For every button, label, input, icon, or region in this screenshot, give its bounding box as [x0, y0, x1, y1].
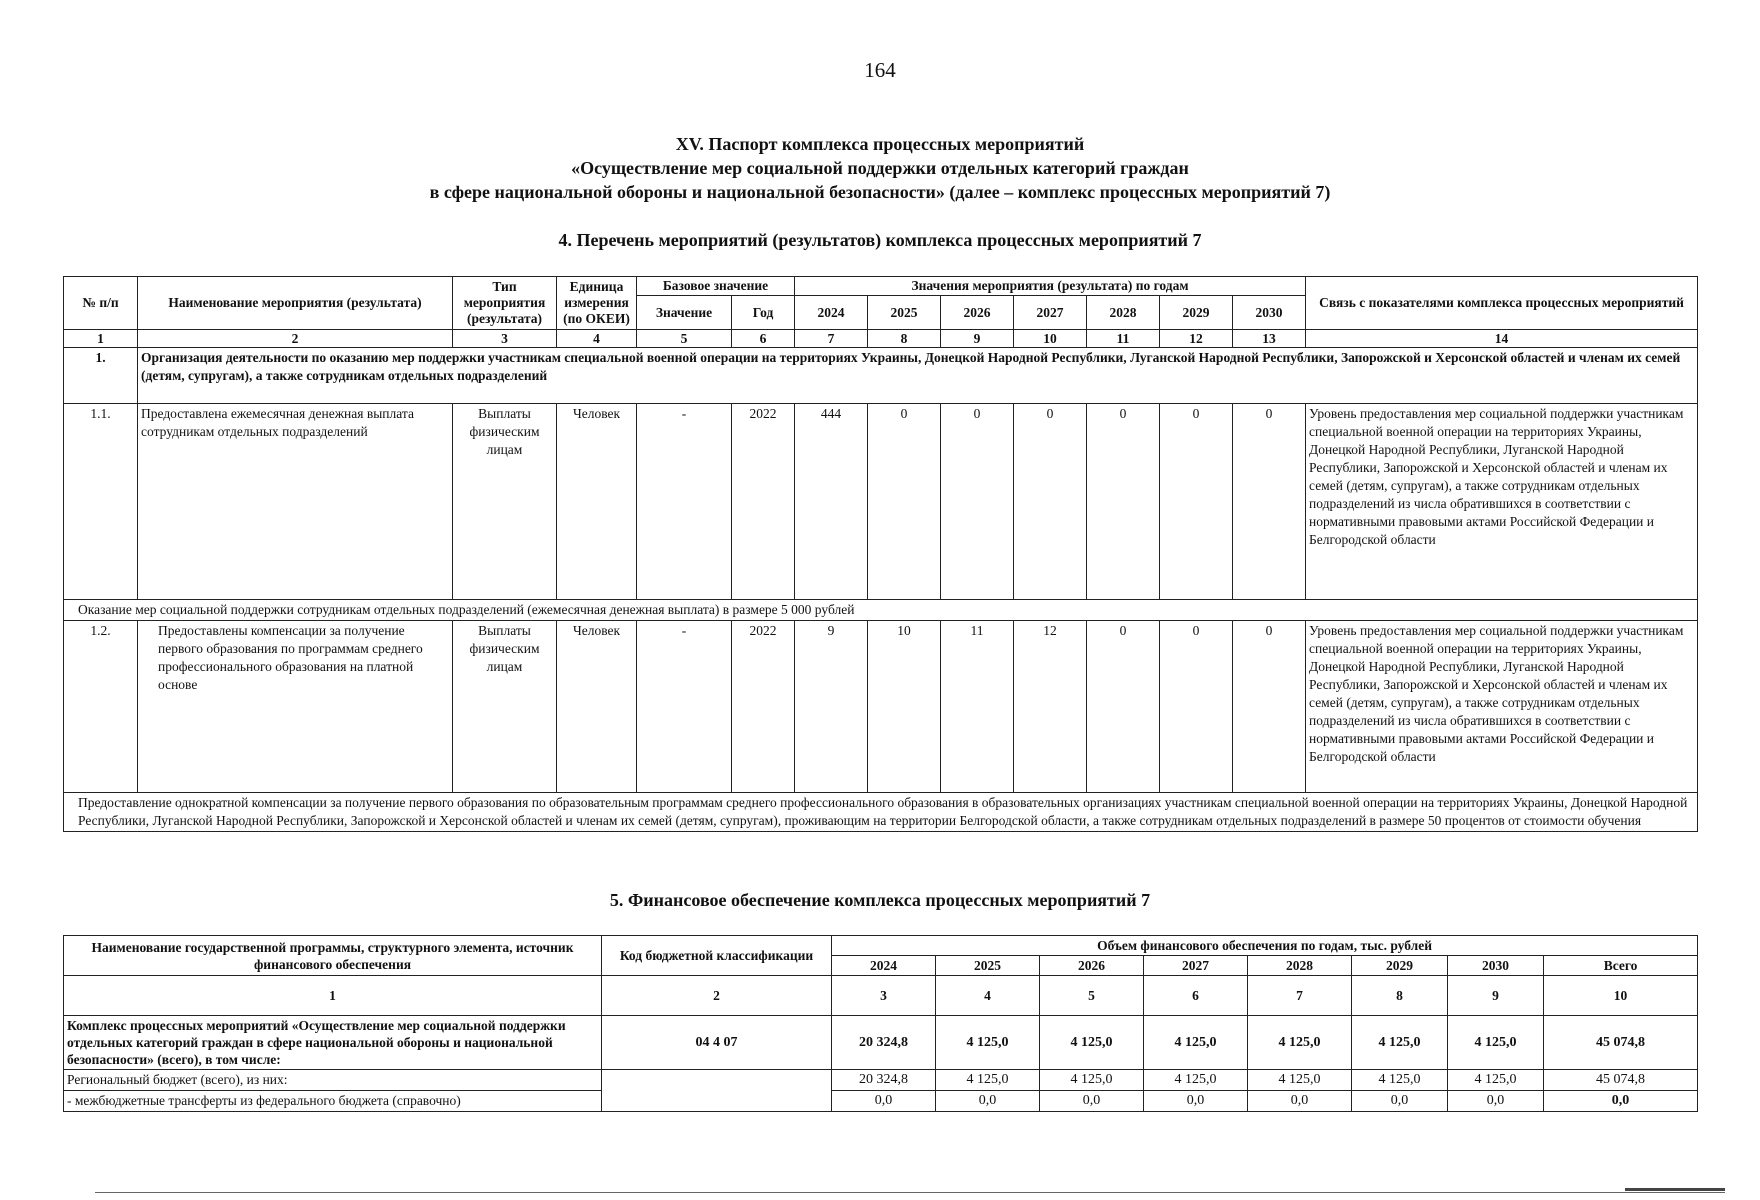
fin-row-value: 0,0 [1448, 1091, 1544, 1112]
section-4-title: 4. Перечень мероприятий (результатов) комплекса процессных мероприятий 7 [558, 230, 1202, 250]
table-row [64, 621, 1698, 793]
column-number: 14 [1306, 330, 1698, 348]
row-value: 10 [868, 621, 941, 793]
row-value: 12 [1014, 621, 1087, 793]
fin-row [64, 1091, 1698, 1112]
fin-column-number-row [64, 976, 1698, 1016]
column-number-row [64, 330, 1698, 348]
column-number: 8 [1352, 976, 1448, 1016]
activities-table [63, 276, 1698, 832]
fin-row-value: 0,0 [1352, 1091, 1448, 1112]
header-year: 2029 [1160, 296, 1233, 330]
column-number: 6 [1144, 976, 1248, 1016]
row-value: 0 [868, 404, 941, 600]
title-line-1: XV. Паспорт комплекса процессных мероприятий [675, 134, 1085, 154]
fin-header-name: Наименование государственной программы, структурного элемента, источник финансового обеспечения [64, 936, 602, 976]
column-number: 3 [453, 330, 557, 348]
column-number: 6 [732, 330, 795, 348]
row-num: 1.1. [64, 404, 138, 600]
group-text: Организация деятельности по оказанию мер поддержки участникам специальной военной операции на территориях Украины, Донецкой Народной Республики, Луганской Народной Республики, Запорожской и Херсонской областей и членам их семей (детям, супругам), а также сотрудникам отдельных подразделений [138, 348, 1698, 404]
column-number: 10 [1544, 976, 1698, 1016]
row-num: 1.2. [64, 621, 138, 793]
fin-row-value: 4 125,0 [1448, 1070, 1544, 1091]
header-year: 2026 [941, 296, 1014, 330]
fin-row-value: 0,0 [1040, 1091, 1144, 1112]
fin-header-volume: Объем финансового обеспечения по годам, тыс. рублей [832, 936, 1698, 956]
group-row [64, 348, 1698, 404]
row-link: Уровень предоставления мер социальной поддержки участникам специальной военной операции на территориях Украины, Донецкой Народной Республики, Луганской Народной Республики, Запорожской и Херсонской областей и членам их семей (детям, супругам), а также сотрудникам отдельных подразделений из числа обратившихся в соответствии с нормативными правовыми актами Российской Федерации и Белгородской области [1306, 404, 1698, 600]
column-number: 1 [64, 330, 138, 348]
fin-header-year: 2030 [1448, 956, 1544, 976]
header-base-year: Год [732, 296, 795, 330]
row-unit: Человек [557, 404, 637, 600]
header-base: Базовое значение [637, 277, 795, 296]
header-base-value: Значение [637, 296, 732, 330]
fin-row [64, 1016, 1698, 1070]
row-base-year: 2022 [732, 621, 795, 793]
fin-header-year: 2025 [936, 956, 1040, 976]
row-value: 0 [1160, 404, 1233, 600]
column-number: 9 [941, 330, 1014, 348]
column-number: 3 [832, 976, 936, 1016]
header-year: 2025 [868, 296, 941, 330]
row-value: 11 [941, 621, 1014, 793]
row-value: 444 [795, 404, 868, 600]
column-number: 1 [64, 976, 602, 1016]
fin-row-value: 4 125,0 [1352, 1070, 1448, 1091]
fin-row-name: Комплекс процессных мероприятий «Осуществление мер социальной поддержки отдельных категорий граждан в сфере национальной обороны и национальной безопасности» (всего), в том числе: [64, 1016, 602, 1070]
fin-header-row [64, 936, 1698, 956]
fin-row-value: 0,0 [1248, 1091, 1352, 1112]
page-number: 164 [864, 58, 896, 82]
fin-row-value: 4 125,0 [936, 1016, 1040, 1070]
fin-row-code: 04 4 07 [602, 1016, 832, 1070]
row-value: 0 [1087, 404, 1160, 600]
fin-row-value: 0,0 [832, 1091, 936, 1112]
fin-header-year: 2029 [1352, 956, 1448, 976]
row-note [64, 600, 1698, 621]
column-number: 10 [1014, 330, 1087, 348]
row-type: Выплаты физическим лицам [453, 621, 557, 793]
column-number: 7 [1248, 976, 1352, 1016]
header-unit: Единица измерения (по ОКЕИ) [557, 277, 637, 330]
row-value: 0 [1014, 404, 1087, 600]
column-number: 4 [936, 976, 1040, 1016]
fin-row-code [602, 1070, 832, 1112]
fin-row-value: 4 125,0 [1448, 1016, 1544, 1070]
fin-row-name: - межбюджетные трансферты из федерального бюджета (справочно) [64, 1091, 602, 1112]
column-number: 13 [1233, 330, 1306, 348]
table-header-row [64, 277, 1698, 296]
scan-artifact [1625, 1188, 1725, 1191]
header-year: 2030 [1233, 296, 1306, 330]
column-number: 7 [795, 330, 868, 348]
fin-row [64, 1070, 1698, 1091]
fin-row-value: 4 125,0 [1248, 1016, 1352, 1070]
header-year: 2027 [1014, 296, 1087, 330]
row-base-value: - [637, 621, 732, 793]
row-link: Уровень предоставления мер социальной поддержки участникам специальной военной операции на территориях Украины, Донецкой Народной Республики, Луганской Народной Республики, Запорожской и Херсонской областей и членам их семей (детям, супругам), а также сотрудникам отдельных подразделений из числа обратившихся в соответствии с нормативными правовыми актами Российской Федерации и Белгородской области [1306, 621, 1698, 793]
header-type: Тип мероприятия (результата) [453, 277, 557, 330]
row-value: 0 [1087, 621, 1160, 793]
row-base-year: 2022 [732, 404, 795, 600]
fin-header-code: Код бюджетной классификации [602, 936, 832, 976]
row-note-text: Предоставление однократной компенсации за получение первого образования по образовательным программам среднего профессионального образования в образовательных организациях участникам специальной военной операции на территориях Украины, Донецкой Народной Республики, Луганской Народной Республики, Запорожской и Херсонской областей и членам их семей (детям, супругам), проживающим на территории Белгородской области, а также сотрудникам отдельных подразделений в размере 50 процентов от стоимости обучения [64, 793, 1698, 832]
column-number: 4 [557, 330, 637, 348]
row-value: 0 [941, 404, 1014, 600]
row-name: Предоставлена ежемесячная денежная выплата сотрудникам отдельных подразделений [138, 404, 453, 600]
title-line-2: «Осуществление мер социальной поддержки отдельных категорий граждан [571, 158, 1189, 178]
fin-row-total: 45 074,8 [1544, 1016, 1698, 1070]
row-value: 0 [1160, 621, 1233, 793]
row-note [64, 793, 1698, 832]
fin-row-value: 4 125,0 [1040, 1016, 1144, 1070]
header-num: № п/п [64, 277, 138, 330]
fin-header-year: 2027 [1144, 956, 1248, 976]
fin-row-value: 4 125,0 [1144, 1016, 1248, 1070]
row-type: Выплаты физическим лицам [453, 404, 557, 600]
row-base-value: - [637, 404, 732, 600]
fin-row-name: Региональный бюджет (всего), из них: [64, 1070, 602, 1091]
financing-table [63, 935, 1698, 1112]
row-value: 0 [1233, 404, 1306, 600]
title-line-3: в сфере национальной обороны и национальной безопасности» (далее – комплекс процессных мероприятий 7) [429, 182, 1331, 202]
column-number: 2 [602, 976, 832, 1016]
fin-header-year: 2024 [832, 956, 936, 976]
row-value: 0 [1233, 621, 1306, 793]
row-note-text: Оказание мер социальной поддержки сотрудникам отдельных подразделений (ежемесячная денежная выплата) в размере 5 000 рублей [64, 600, 1698, 621]
group-num: 1. [64, 348, 138, 404]
column-number: 11 [1087, 330, 1160, 348]
fin-row-value: 4 125,0 [1040, 1070, 1144, 1091]
header-name: Наименование мероприятия (результата) [138, 277, 453, 330]
table-row [64, 404, 1698, 600]
fin-row-value: 20 324,8 [832, 1016, 936, 1070]
fin-row-value: 0,0 [1144, 1091, 1248, 1112]
fin-header-year: 2028 [1248, 956, 1352, 976]
fin-row-value: 4 125,0 [1248, 1070, 1352, 1091]
column-number: 5 [1040, 976, 1144, 1016]
column-number: 8 [868, 330, 941, 348]
header-values-by-year: Значения мероприятия (результата) по годам [795, 277, 1306, 296]
fin-row-total: 45 074,8 [1544, 1070, 1698, 1091]
column-number: 12 [1160, 330, 1233, 348]
fin-header-total: Всего [1544, 956, 1698, 976]
document-title [0, 132, 1760, 204]
fin-row-total: 0,0 [1544, 1091, 1698, 1112]
fin-row-value: 0,0 [936, 1091, 1040, 1112]
header-link: Связь с показателями комплекса процессных мероприятий [1306, 277, 1698, 330]
column-number: 5 [637, 330, 732, 348]
fin-header-year: 2026 [1040, 956, 1144, 976]
fin-row-value: 4 125,0 [936, 1070, 1040, 1091]
fin-row-value: 4 125,0 [1144, 1070, 1248, 1091]
row-value: 9 [795, 621, 868, 793]
row-unit: Человек [557, 621, 637, 793]
column-number: 9 [1448, 976, 1544, 1016]
fin-row-value: 20 324,8 [832, 1070, 936, 1091]
header-year: 2028 [1087, 296, 1160, 330]
footer-rule [95, 1192, 1725, 1193]
row-name: Предоставлены компенсации за получение первого образования по программам среднего профессионального образования на платной основе [138, 621, 453, 793]
section-5-title: 5. Финансовое обеспечение комплекса процессных мероприятий 7 [609, 890, 1151, 910]
header-year: 2024 [795, 296, 868, 330]
column-number: 2 [138, 330, 453, 348]
fin-row-value: 4 125,0 [1352, 1016, 1448, 1070]
